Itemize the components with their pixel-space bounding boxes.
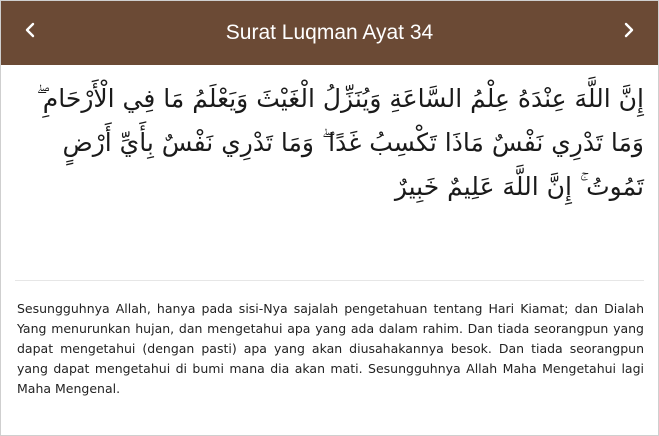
next-verse-button[interactable] <box>614 15 644 45</box>
divider <box>15 280 644 281</box>
arabic-verse-text: إِنَّ اللَّهَ عِنْدَهُ عِلْمُ السَّاعَةِ وَيُنَزِّلُ الْغَيْثَ وَيَعْلَمُ مَا فِي الْأَرْحَامِ ۖ وَمَا تَدْرِي نَفْسٌ مَاذَا تَكْسِبُ غَدًا ۖ وَمَا تَدْرِي نَفْسٌ بِأَيِّ أَرْضٍ تَمُوتُ ۚ إِنَّ اللَّهَ عَلِيمٌ خَبِيرٌ <box>36 84 644 201</box>
translation-text: Sesungguhnya Allah, hanya pada sisi-Nya sajalah pengetahuan tentang Hari Kiamat; dan Dialah Yang menurunkan hujan, dan mengetahui apa yang ada dalam rahim. Dan tiada seorangpun yang dapat mengetahui (dengan pasti) apa yang akan diusahakannya besok. Dan tiada seorangpun yang dapat mengetahui di bumi mana dia akan mati. Sesungguhnya Allah Maha Mengetahui lagi Maha Mengenal. <box>17 301 644 396</box>
chevron-right-icon <box>622 22 636 38</box>
page-title: Surat Luqman Ayat 34 <box>225 21 434 44</box>
header-bar <box>1 1 658 65</box>
